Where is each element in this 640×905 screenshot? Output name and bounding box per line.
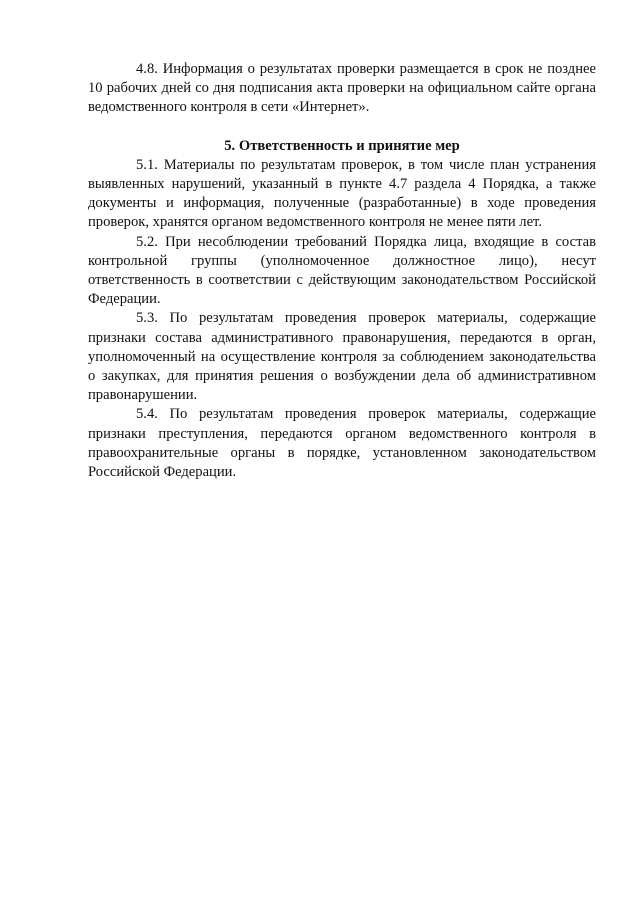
paragraph-number: 5.1. (136, 156, 158, 173)
section-spacer (88, 118, 596, 137)
section-title: 5. Ответственность и принятие мер (224, 137, 460, 154)
paragraph-text: Информация о результатах проверки размещается в срок не позднее 10 рабочих дней со дня подписания акта проверки на официальном сайте органа ведомственного контроля в сети «Интернет». (88, 61, 596, 116)
paragraph-number: 5.3. (136, 310, 158, 327)
paragraph-text: При несоблюдении требований Порядка лица, входящие в состав контрольной группы (уполномоченное должностное лицо), несут ответственность в соответствии с действующим законодательством Российской Федерации. (88, 233, 596, 308)
paragraph-5-3 (88, 309, 596, 405)
paragraph-text: По результатам проведения проверок материалы, содержащие признаки состава административного правонарушения, передаются в орган, уполномоченный на осуществление контроля за соблюдением законодательства о закупках, для принятия решения о возбуждении дела об административном правонарушении. (88, 310, 596, 404)
paragraph-text: По результатам проведения проверок материалы, содержащие признаки преступления, передаются органом ведомственного контроля в правоохранительные органы в порядке, установленном законодательством Российской Федерации. (88, 406, 596, 481)
paragraph-5-4 (88, 405, 596, 482)
paragraph-5-1 (88, 156, 596, 233)
paragraph-4-8 (88, 60, 596, 118)
document-page (88, 60, 596, 482)
paragraph-5-2 (88, 233, 596, 310)
paragraph-number: 4.8. (136, 61, 158, 77)
paragraph-number: 5.4. (136, 406, 158, 423)
paragraph-text: Материалы по результатам проверок, в том числе план устранения выявленных нарушений, указанный в пункте 4.7 раздела 4 Порядка, а также документы и информация, полученные (разработанные) в ходе проведения проверок, хранятся органом ведомственного контроля не менее пяти лет. (88, 156, 596, 231)
paragraph-number: 5.2. (136, 233, 158, 250)
